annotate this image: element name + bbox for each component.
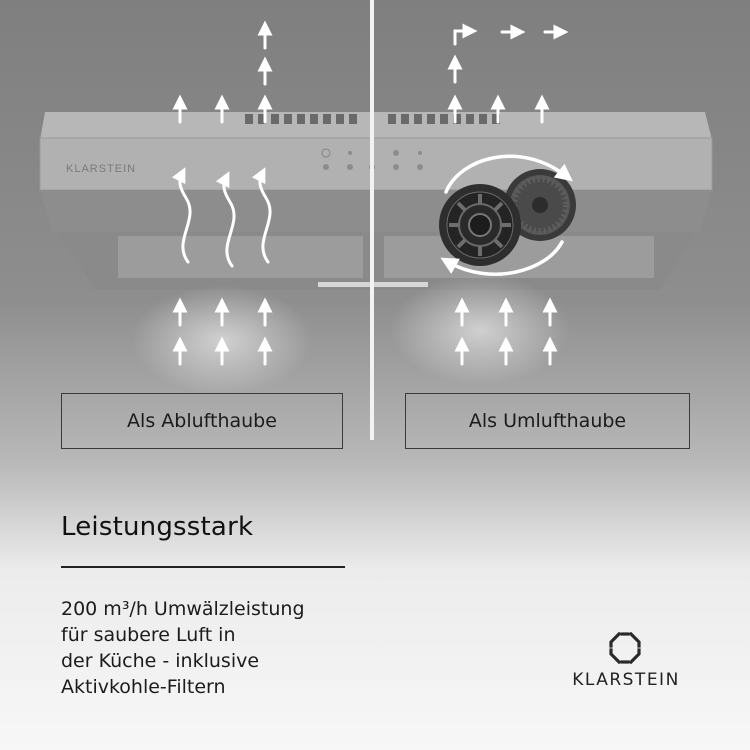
description-line: für saubere Luft in	[61, 624, 236, 646]
mode-divider	[370, 0, 374, 440]
exhaust-mode-label	[61, 393, 343, 449]
recirculation-mode-label	[405, 393, 690, 449]
arrow-right-icon	[455, 31, 561, 44]
headline-underline	[61, 566, 345, 568]
arrow-up-icon	[180, 28, 265, 122]
klarstein-logo-icon	[607, 630, 643, 666]
description-line: 200 m³/h Umwälzleistung	[61, 598, 305, 620]
hood-body	[40, 112, 712, 290]
description-line: der Küche - inklusive	[61, 650, 260, 672]
brand-name: KLARSTEIN	[572, 670, 680, 690]
steam-left	[132, 285, 312, 395]
headline: Leistungsstark	[61, 512, 254, 542]
carbon-filter-icon	[439, 184, 521, 266]
recirculation-mode-text: Als Umlufthaube	[468, 410, 627, 432]
hood-brand-label: KLARSTEIN	[66, 163, 137, 175]
description-line: Aktivkohle-Filtern	[61, 676, 226, 698]
feature-description	[61, 596, 381, 700]
steam-right	[390, 275, 570, 385]
exhaust-mode-text: Als Ablufthaube	[127, 410, 277, 432]
